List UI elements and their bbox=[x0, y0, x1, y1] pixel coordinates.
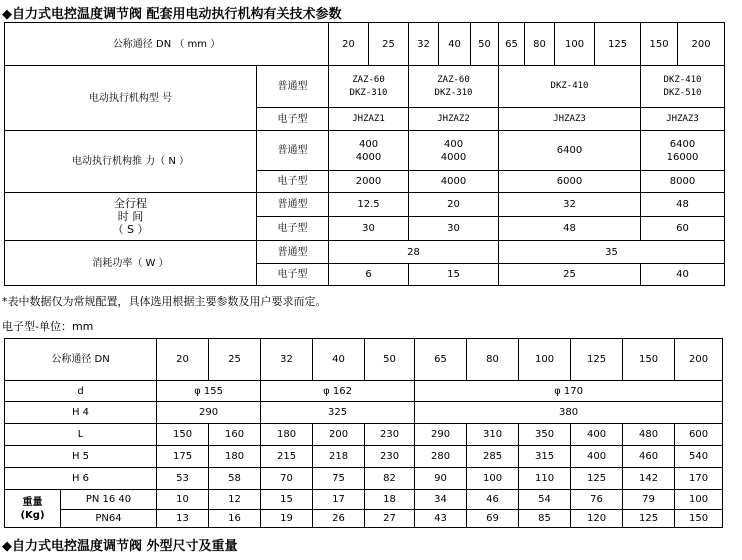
dn-cell: 40 bbox=[439, 23, 471, 66]
h4-cell: 325 bbox=[261, 402, 415, 424]
l-cell: 600 bbox=[675, 424, 723, 446]
h6-cell: 170 bbox=[675, 468, 723, 490]
weight-cell: 125 bbox=[623, 510, 675, 528]
weight-cell: 150 bbox=[675, 510, 723, 528]
weight-cell: 17 bbox=[313, 490, 365, 510]
power-cell: 40 bbox=[641, 264, 725, 286]
table-row bbox=[5, 468, 723, 490]
table-row bbox=[5, 131, 725, 171]
h4-cell: 290 bbox=[157, 402, 261, 424]
dn-cell: 25 bbox=[369, 23, 409, 66]
h6-label: H 6 bbox=[5, 468, 157, 490]
h6-cell: 58 bbox=[209, 468, 261, 490]
d-cell: φ 170 bbox=[415, 381, 723, 402]
l-cell: 400 bbox=[571, 424, 623, 446]
table-row bbox=[5, 490, 723, 510]
weight-cell: 12 bbox=[209, 490, 261, 510]
thrust-cell: 4000 bbox=[409, 171, 499, 193]
power-cell: 6 bbox=[329, 264, 409, 286]
dn-cell: 25 bbox=[209, 339, 261, 381]
dn-cell: 80 bbox=[525, 23, 555, 66]
weight-cell: 69 bbox=[467, 510, 519, 528]
table-row bbox=[5, 241, 725, 264]
type-normal: 普通型 bbox=[257, 66, 329, 108]
stroke-cell: 48 bbox=[499, 217, 641, 241]
table-row bbox=[5, 339, 723, 381]
table-row bbox=[5, 66, 725, 108]
h6-cell: 82 bbox=[365, 468, 415, 490]
weight-cell: 43 bbox=[415, 510, 467, 528]
table-row bbox=[5, 424, 723, 446]
model-cell: JHZAZ3 bbox=[641, 108, 725, 131]
weight-cell: 120 bbox=[571, 510, 623, 528]
h6-cell: 125 bbox=[571, 468, 623, 490]
heading-dimensions: ◆自力式电控温度调节阀 外型尺寸及重量 bbox=[2, 539, 238, 554]
model-cell: JHZAZ2 bbox=[409, 108, 499, 131]
dimensions-weight-table bbox=[4, 338, 723, 528]
unit-note: 电子型-单位：mm bbox=[2, 320, 94, 333]
h5-cell: 215 bbox=[261, 446, 313, 468]
h5-cell: 280 bbox=[415, 446, 467, 468]
weight-cell: 34 bbox=[415, 490, 467, 510]
dn-cell: 50 bbox=[471, 23, 499, 66]
stroke-time-label: 全行程 时 间 （ S ） bbox=[5, 193, 257, 241]
thrust-cell: 6000 bbox=[499, 171, 641, 193]
h5-cell: 180 bbox=[209, 446, 261, 468]
dn-cell: 80 bbox=[467, 339, 519, 381]
table-row bbox=[5, 381, 723, 402]
weight-cell: 15 bbox=[261, 490, 313, 510]
table-row bbox=[5, 510, 723, 528]
l-cell: 290 bbox=[415, 424, 467, 446]
weight-cell: 10 bbox=[157, 490, 209, 510]
stroke-cell: 12.5 bbox=[329, 193, 409, 217]
weight-cell: 26 bbox=[313, 510, 365, 528]
h5-cell: 230 bbox=[365, 446, 415, 468]
table-row bbox=[5, 23, 725, 66]
h5-label: H 5 bbox=[5, 446, 157, 468]
dn-cell: 32 bbox=[261, 339, 313, 381]
dn-cell: 50 bbox=[365, 339, 415, 381]
weight-cell: 76 bbox=[571, 490, 623, 510]
dn-cell: 200 bbox=[675, 339, 723, 381]
l-cell: 480 bbox=[623, 424, 675, 446]
stroke-cell: 30 bbox=[409, 217, 499, 241]
thrust-cell: 2000 bbox=[329, 171, 409, 193]
h5-cell: 315 bbox=[519, 446, 571, 468]
thrust-cell: 8000 bbox=[641, 171, 725, 193]
h6-cell: 75 bbox=[313, 468, 365, 490]
stroke-cell: 30 bbox=[329, 217, 409, 241]
thrust-cell: 400 4000 bbox=[329, 131, 409, 171]
stroke-cell: 32 bbox=[499, 193, 641, 217]
actuator-model-label: 电动执行机构型 号 bbox=[5, 66, 257, 131]
weight-cell: 27 bbox=[365, 510, 415, 528]
actuator-parameters-table bbox=[4, 22, 725, 286]
dn-cell: 100 bbox=[555, 23, 595, 66]
h6-cell: 90 bbox=[415, 468, 467, 490]
d-cell: φ 162 bbox=[261, 381, 415, 402]
model-cell: DKZ-410 bbox=[499, 66, 641, 108]
h6-cell: 70 bbox=[261, 468, 313, 490]
power-cell: 28 bbox=[329, 241, 499, 264]
table-row bbox=[5, 193, 725, 217]
weight-cell: 13 bbox=[157, 510, 209, 528]
dn-label: 公称通径 DN （ mm ） bbox=[5, 23, 329, 66]
thrust-cell: 6400 16000 bbox=[641, 131, 725, 171]
h6-cell: 110 bbox=[519, 468, 571, 490]
h5-cell: 460 bbox=[623, 446, 675, 468]
type-normal: 普通型 bbox=[257, 131, 329, 171]
l-cell: 230 bbox=[365, 424, 415, 446]
pn64-label: PN64 bbox=[61, 510, 157, 528]
dn-cell: 20 bbox=[329, 23, 369, 66]
h6-cell: 142 bbox=[623, 468, 675, 490]
stroke-cell: 48 bbox=[641, 193, 725, 217]
model-cell: ZAZ-60 DKZ-310 bbox=[329, 66, 409, 108]
dn-cell: 125 bbox=[571, 339, 623, 381]
thrust-label: 电动执行机构推 力（ N ） bbox=[5, 131, 257, 193]
l-cell: 160 bbox=[209, 424, 261, 446]
h5-cell: 540 bbox=[675, 446, 723, 468]
weight-cell: 85 bbox=[519, 510, 571, 528]
l-cell: 310 bbox=[467, 424, 519, 446]
weight-cell: 16 bbox=[209, 510, 261, 528]
weight-cell: 100 bbox=[675, 490, 723, 510]
dn-cell: 65 bbox=[415, 339, 467, 381]
pn1640-label: PN 16 40 bbox=[61, 490, 157, 510]
weight-cell: 54 bbox=[519, 490, 571, 510]
power-cell: 15 bbox=[409, 264, 499, 286]
l-cell: 180 bbox=[261, 424, 313, 446]
thrust-cell: 6400 bbox=[499, 131, 641, 171]
h4-cell: 380 bbox=[415, 402, 723, 424]
d-cell: φ 155 bbox=[157, 381, 261, 402]
power-cell: 25 bbox=[499, 264, 641, 286]
dn-cell: 40 bbox=[313, 339, 365, 381]
weight-label: 重量 (Kg) bbox=[5, 490, 61, 528]
l-label: L bbox=[5, 424, 157, 446]
type-electronic: 电子型 bbox=[257, 108, 329, 131]
h5-cell: 218 bbox=[313, 446, 365, 468]
model-cell: DKZ-410 DKZ-510 bbox=[641, 66, 725, 108]
dn-cell: 150 bbox=[623, 339, 675, 381]
table-row bbox=[5, 446, 723, 468]
h5-cell: 285 bbox=[467, 446, 519, 468]
power-label: 消耗功率（ W ） bbox=[5, 241, 257, 286]
dn-cell: 32 bbox=[409, 23, 439, 66]
type-electronic: 电子型 bbox=[257, 171, 329, 193]
h5-cell: 400 bbox=[571, 446, 623, 468]
dn-cell: 150 bbox=[641, 23, 678, 66]
thrust-cell: 400 4000 bbox=[409, 131, 499, 171]
l-cell: 150 bbox=[157, 424, 209, 446]
h6-cell: 53 bbox=[157, 468, 209, 490]
power-cell: 35 bbox=[499, 241, 725, 264]
weight-cell: 79 bbox=[623, 490, 675, 510]
model-cell: JHZAZ1 bbox=[329, 108, 409, 131]
l-cell: 350 bbox=[519, 424, 571, 446]
weight-cell: 46 bbox=[467, 490, 519, 510]
stroke-cell: 60 bbox=[641, 217, 725, 241]
dn-cell: 100 bbox=[519, 339, 571, 381]
type-normal: 普通型 bbox=[257, 241, 329, 264]
model-cell: JHZAZ3 bbox=[499, 108, 641, 131]
table-note: *表中数据仅为常规配置，具体选用根据主要参数及用户要求而定。 bbox=[2, 295, 327, 308]
weight-cell: 18 bbox=[365, 490, 415, 510]
heading-parameters: ◆自力式电控温度调节阀 配套用电动执行机构有关技术参数 bbox=[2, 7, 342, 22]
h4-label: H 4 bbox=[5, 402, 157, 424]
l-cell: 200 bbox=[313, 424, 365, 446]
type-normal: 普通型 bbox=[257, 193, 329, 217]
h5-cell: 175 bbox=[157, 446, 209, 468]
stroke-cell: 20 bbox=[409, 193, 499, 217]
dn-cell: 65 bbox=[499, 23, 525, 66]
h6-cell: 100 bbox=[467, 468, 519, 490]
dn-label: 公称通径 DN bbox=[5, 339, 157, 381]
dn-cell: 200 bbox=[678, 23, 725, 66]
model-cell: ZAZ-60 DKZ-310 bbox=[409, 66, 499, 108]
dn-cell: 125 bbox=[595, 23, 641, 66]
table-row bbox=[5, 402, 723, 424]
type-electronic: 电子型 bbox=[257, 264, 329, 286]
dn-cell: 20 bbox=[157, 339, 209, 381]
d-label: d bbox=[5, 381, 157, 402]
weight-cell: 19 bbox=[261, 510, 313, 528]
type-electronic: 电子型 bbox=[257, 217, 329, 241]
